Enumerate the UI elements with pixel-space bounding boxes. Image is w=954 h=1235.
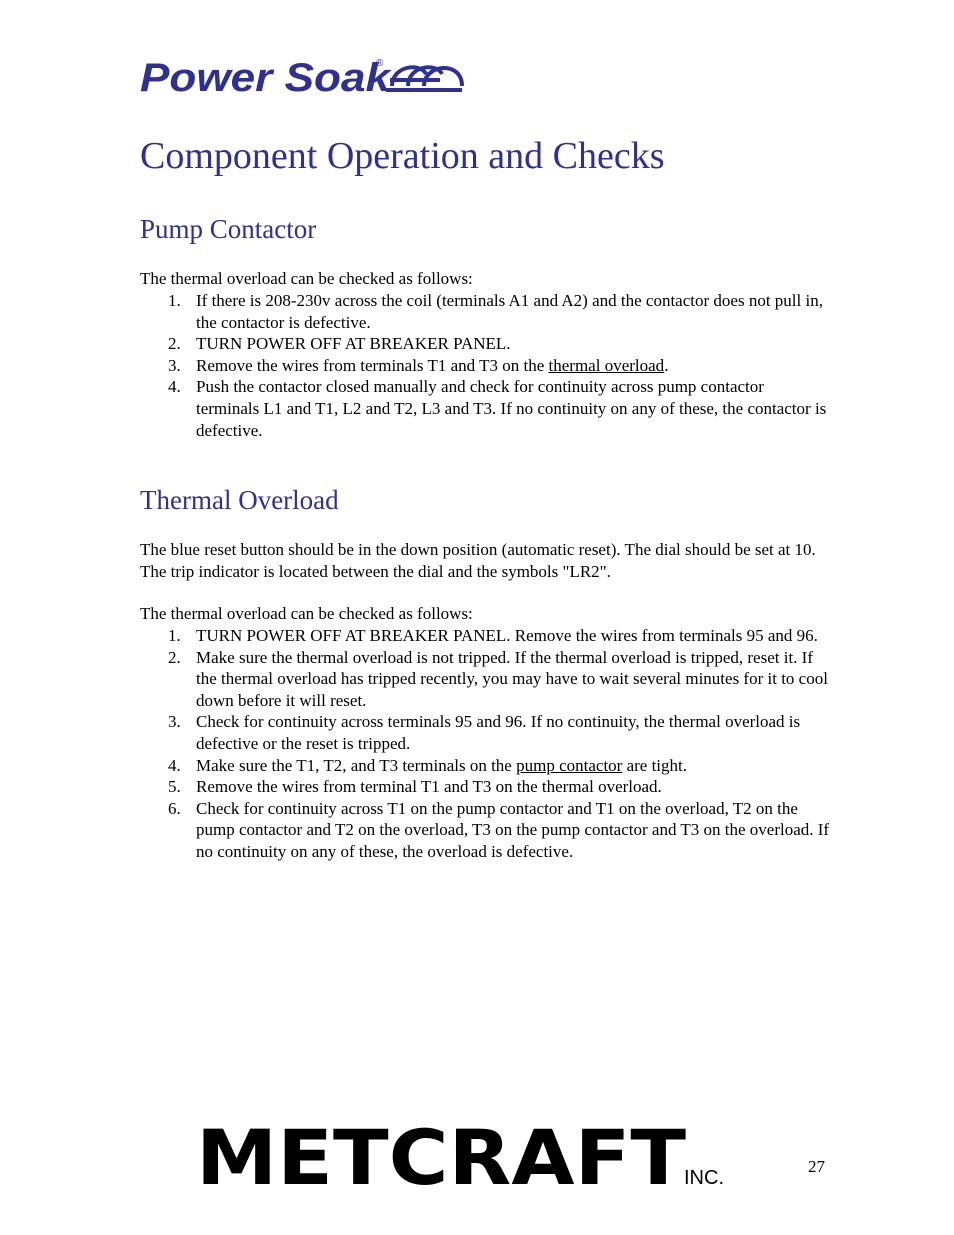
step-text: Push the contactor closed manually and check for continuity across pump contactor terminals L1 and T1, L2 and T2, L3 and T3. If no continuity on any of these, the contactor is defective. <box>196 377 827 440</box>
step-text: TURN POWER OFF AT BREAKER PANEL. Remove the wires from terminals 95 and 96. <box>196 626 818 645</box>
list-item <box>140 798 830 863</box>
step-number: 4. <box>168 377 181 397</box>
page-title: Component Operation and Checks <box>140 135 665 177</box>
step-text-post: are tight. <box>622 755 687 775</box>
step-number: 1. <box>168 291 181 310</box>
section-intro: The thermal overload can be checked as follows: <box>140 269 473 288</box>
step-number: 3. <box>168 712 181 732</box>
step-number: 2. <box>168 334 181 354</box>
step-text: Check for continuity across T1 on the pump contactor and T1 on the overload, T2 on the pump contactor and T2 on the overload, T3 on the pump contactor and T3 on the overload. If no continuity on any of these, the overload is defective. <box>196 798 830 861</box>
section-heading-thermal-overload: Thermal Overload <box>140 485 339 515</box>
step-text: If there is 208-230v across the coil (terminals A1 and A2) and the contactor does not pull in, the contactor is defective. <box>196 291 823 332</box>
step-number: 4. <box>168 755 181 775</box>
step-number: 6. <box>168 798 181 818</box>
step-number: 2. <box>168 647 181 667</box>
list-item <box>140 625 830 647</box>
list-item <box>140 333 830 355</box>
step-number: 1. <box>168 626 181 645</box>
list-item <box>140 755 830 777</box>
thermal-overload-link[interactable]: thermal overload <box>548 355 665 375</box>
logo-wordmark: Power Soak <box>140 56 392 96</box>
section-intro: The thermal overload can be checked as follows: <box>140 604 473 623</box>
section-heading-pump-contactor: Pump Contactor <box>140 214 317 244</box>
pump-contactor-link[interactable]: pump contactor <box>516 755 623 775</box>
metcraft-logo <box>196 1120 741 1190</box>
step-text: Check for continuity across terminals 95 and 96. If no continuity, the thermal overload is defective or the reset is tripped. <box>196 712 801 753</box>
step-number: 5. <box>168 777 181 797</box>
list-item <box>140 647 830 712</box>
step-text: Remove the wires from terminal T1 and T3 on the thermal overload. <box>196 777 662 797</box>
wave-icon <box>386 67 462 90</box>
pump-contactor-steps <box>140 290 830 441</box>
step-text: Make sure the thermal overload is not tripped. If the thermal overload is tripped, reset it. If the thermal overload has tripped recently, you may have to wait several minutes for it to cool down before it will reset. <box>196 647 828 710</box>
footer-logo-wordmark: METCRAFT <box>196 1120 687 1190</box>
footer-logo-suffix: INC. <box>684 1167 724 1189</box>
list-item <box>140 290 830 333</box>
list-item <box>140 711 830 754</box>
list-item <box>140 776 830 798</box>
step-text: TURN POWER OFF AT BREAKER PANEL. <box>196 334 511 354</box>
thermal-overload-steps <box>140 625 830 863</box>
list-item <box>140 355 830 377</box>
step-text-pre: Remove the wires from terminals T1 and T3 on the <box>196 355 549 375</box>
step-text-pre: Make sure the T1, T2, and T3 terminals on the <box>196 755 517 775</box>
list-item <box>140 376 830 441</box>
power-soak-logo <box>140 56 470 96</box>
section-description: The blue reset button should be in the down position (automatic reset). The dial should be set at 10. The trip indicator is located between the dial and the symbols "LR2". <box>140 540 816 581</box>
registered-mark: ® <box>376 58 384 69</box>
step-number: 3. <box>168 355 181 375</box>
step-text-post: . <box>664 355 669 375</box>
page-number: 27 <box>808 1157 825 1176</box>
